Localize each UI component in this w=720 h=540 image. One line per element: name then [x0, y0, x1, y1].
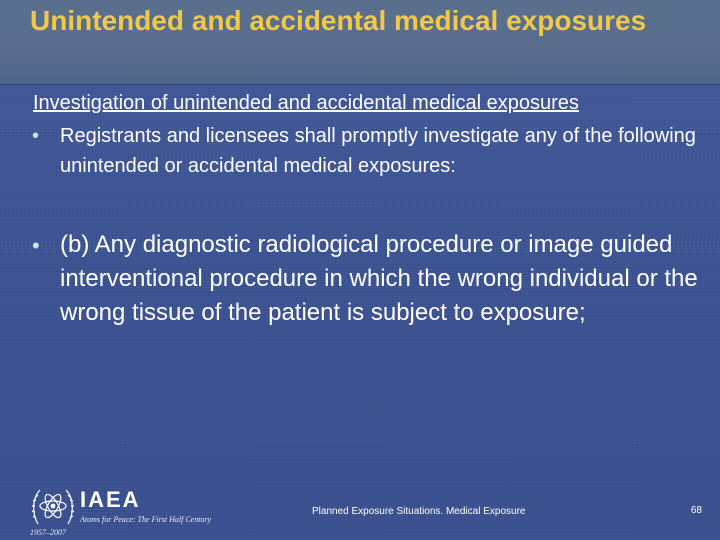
bullet-dot-icon: •: [32, 233, 40, 258]
iaea-logo: [30, 484, 220, 538]
bullet-text: (b) Any diagnostic radiological procedure or image guided interventional procedure in which the wrong individual or the wrong tissue of the patient is subject to exposure;: [60, 231, 698, 326]
iaea-emblem-icon: [30, 484, 76, 528]
bullet-text: Registrants and licensees shall promptly investigate any of the following unintended or accidental medical exposures:: [60, 125, 696, 177]
page-number: 68: [690, 505, 702, 516]
iaea-years: 1957–2007: [30, 528, 66, 537]
slide-title: Unintended and accidental medical exposures: [30, 5, 647, 36]
iaea-motto: Atoms for Peace: The First Half Century: [80, 515, 212, 524]
footer-caption: Planned Exposure Situations. Medical Exposure: [312, 506, 526, 517]
section-heading: Investigation of unintended and accidental medical exposures: [33, 92, 579, 114]
bullet-dot-icon: •: [32, 125, 40, 147]
iaea-wordmark: IAEA: [80, 487, 141, 512]
